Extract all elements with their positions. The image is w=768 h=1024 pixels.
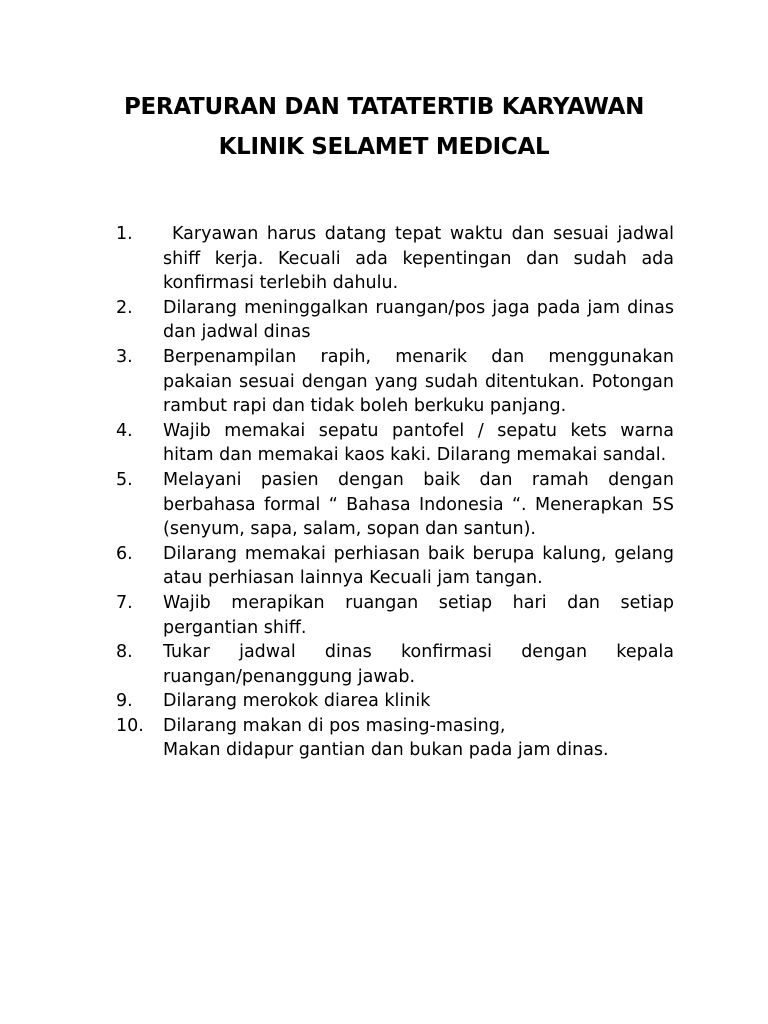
document-title-line2: KLINIK SELAMET MEDICAL [218,134,550,160]
rule-item-4 [116,419,674,468]
rule-item-10 [116,714,674,763]
rule-number: 3. [116,346,133,367]
rule-text: Dilarang meninggalkan ruangan/pos jaga pada jam dinas dan jadwal dinas [163,297,674,343]
rule-item-5 [116,468,674,542]
rule-item-8 [116,640,674,689]
rule-text: Wajib memakai sepatu pantofel / sepatu kets warna hitam dan memakai kaos kaki. Dilarang memakai sandal. [163,420,674,466]
rule-text-continuation: Makan didapur gantian dan bukan pada jam dinas. [163,740,609,761]
rule-number: 4. [116,420,133,441]
rule-number: 8. [116,642,133,663]
rule-item-7 [116,591,674,640]
rule-number: 7. [116,592,133,613]
rule-item-2 [116,296,674,345]
rule-number: 10. [116,715,144,736]
rule-text: Berpenampilan rapih, menarik dan menggunakan pakaian sesuai dengan yang sudah ditentukan. Potongan rambut rapi dan tidak boleh berkuku panjang. [163,346,674,417]
rules-list [116,222,674,763]
rule-item-9 [116,689,674,714]
rule-text: Karyawan harus datang tepat waktu dan sesuai jadwal shiff kerja. Kecuali ada kepentingan dan sudah ada konfirmasi terlebih dahulu. [163,224,674,294]
rule-number: 2. [116,297,133,318]
rule-item-3 [116,345,674,419]
rule-number: 9. [116,691,133,712]
rule-text: Dilarang memakai perhiasan baik berupa kalung, gelang atau perhiasan lainnya Kecuali jam tangan. [163,543,674,589]
document-title-line1: PERATURAN DAN TATATERTIB KARYAWAN [123,94,645,120]
rule-item-1 [116,222,674,296]
rule-number: 6. [116,543,133,564]
rule-text: Tukar jadwal dinas konfirmasi dengan kepala ruangan/penanggung jawab. [163,642,674,687]
rule-item-6 [116,542,674,591]
rule-text: Dilarang merokok diarea klinik [163,691,431,712]
rule-number: 5. [116,469,133,490]
rule-number: 1. [116,224,133,244]
rule-text: Wajib merapikan ruangan setiap hari dan setiap pergantian shiff. [163,592,674,638]
rule-text: Dilarang makan di pos masing-masing, [163,715,506,736]
rule-text: Melayani pasien dengan baik dan ramah dengan berbahasa formal “ Bahasa Indonesia “. Menerapkan 5S (senyum, sapa, salam, sopan dan santun). [163,469,674,540]
